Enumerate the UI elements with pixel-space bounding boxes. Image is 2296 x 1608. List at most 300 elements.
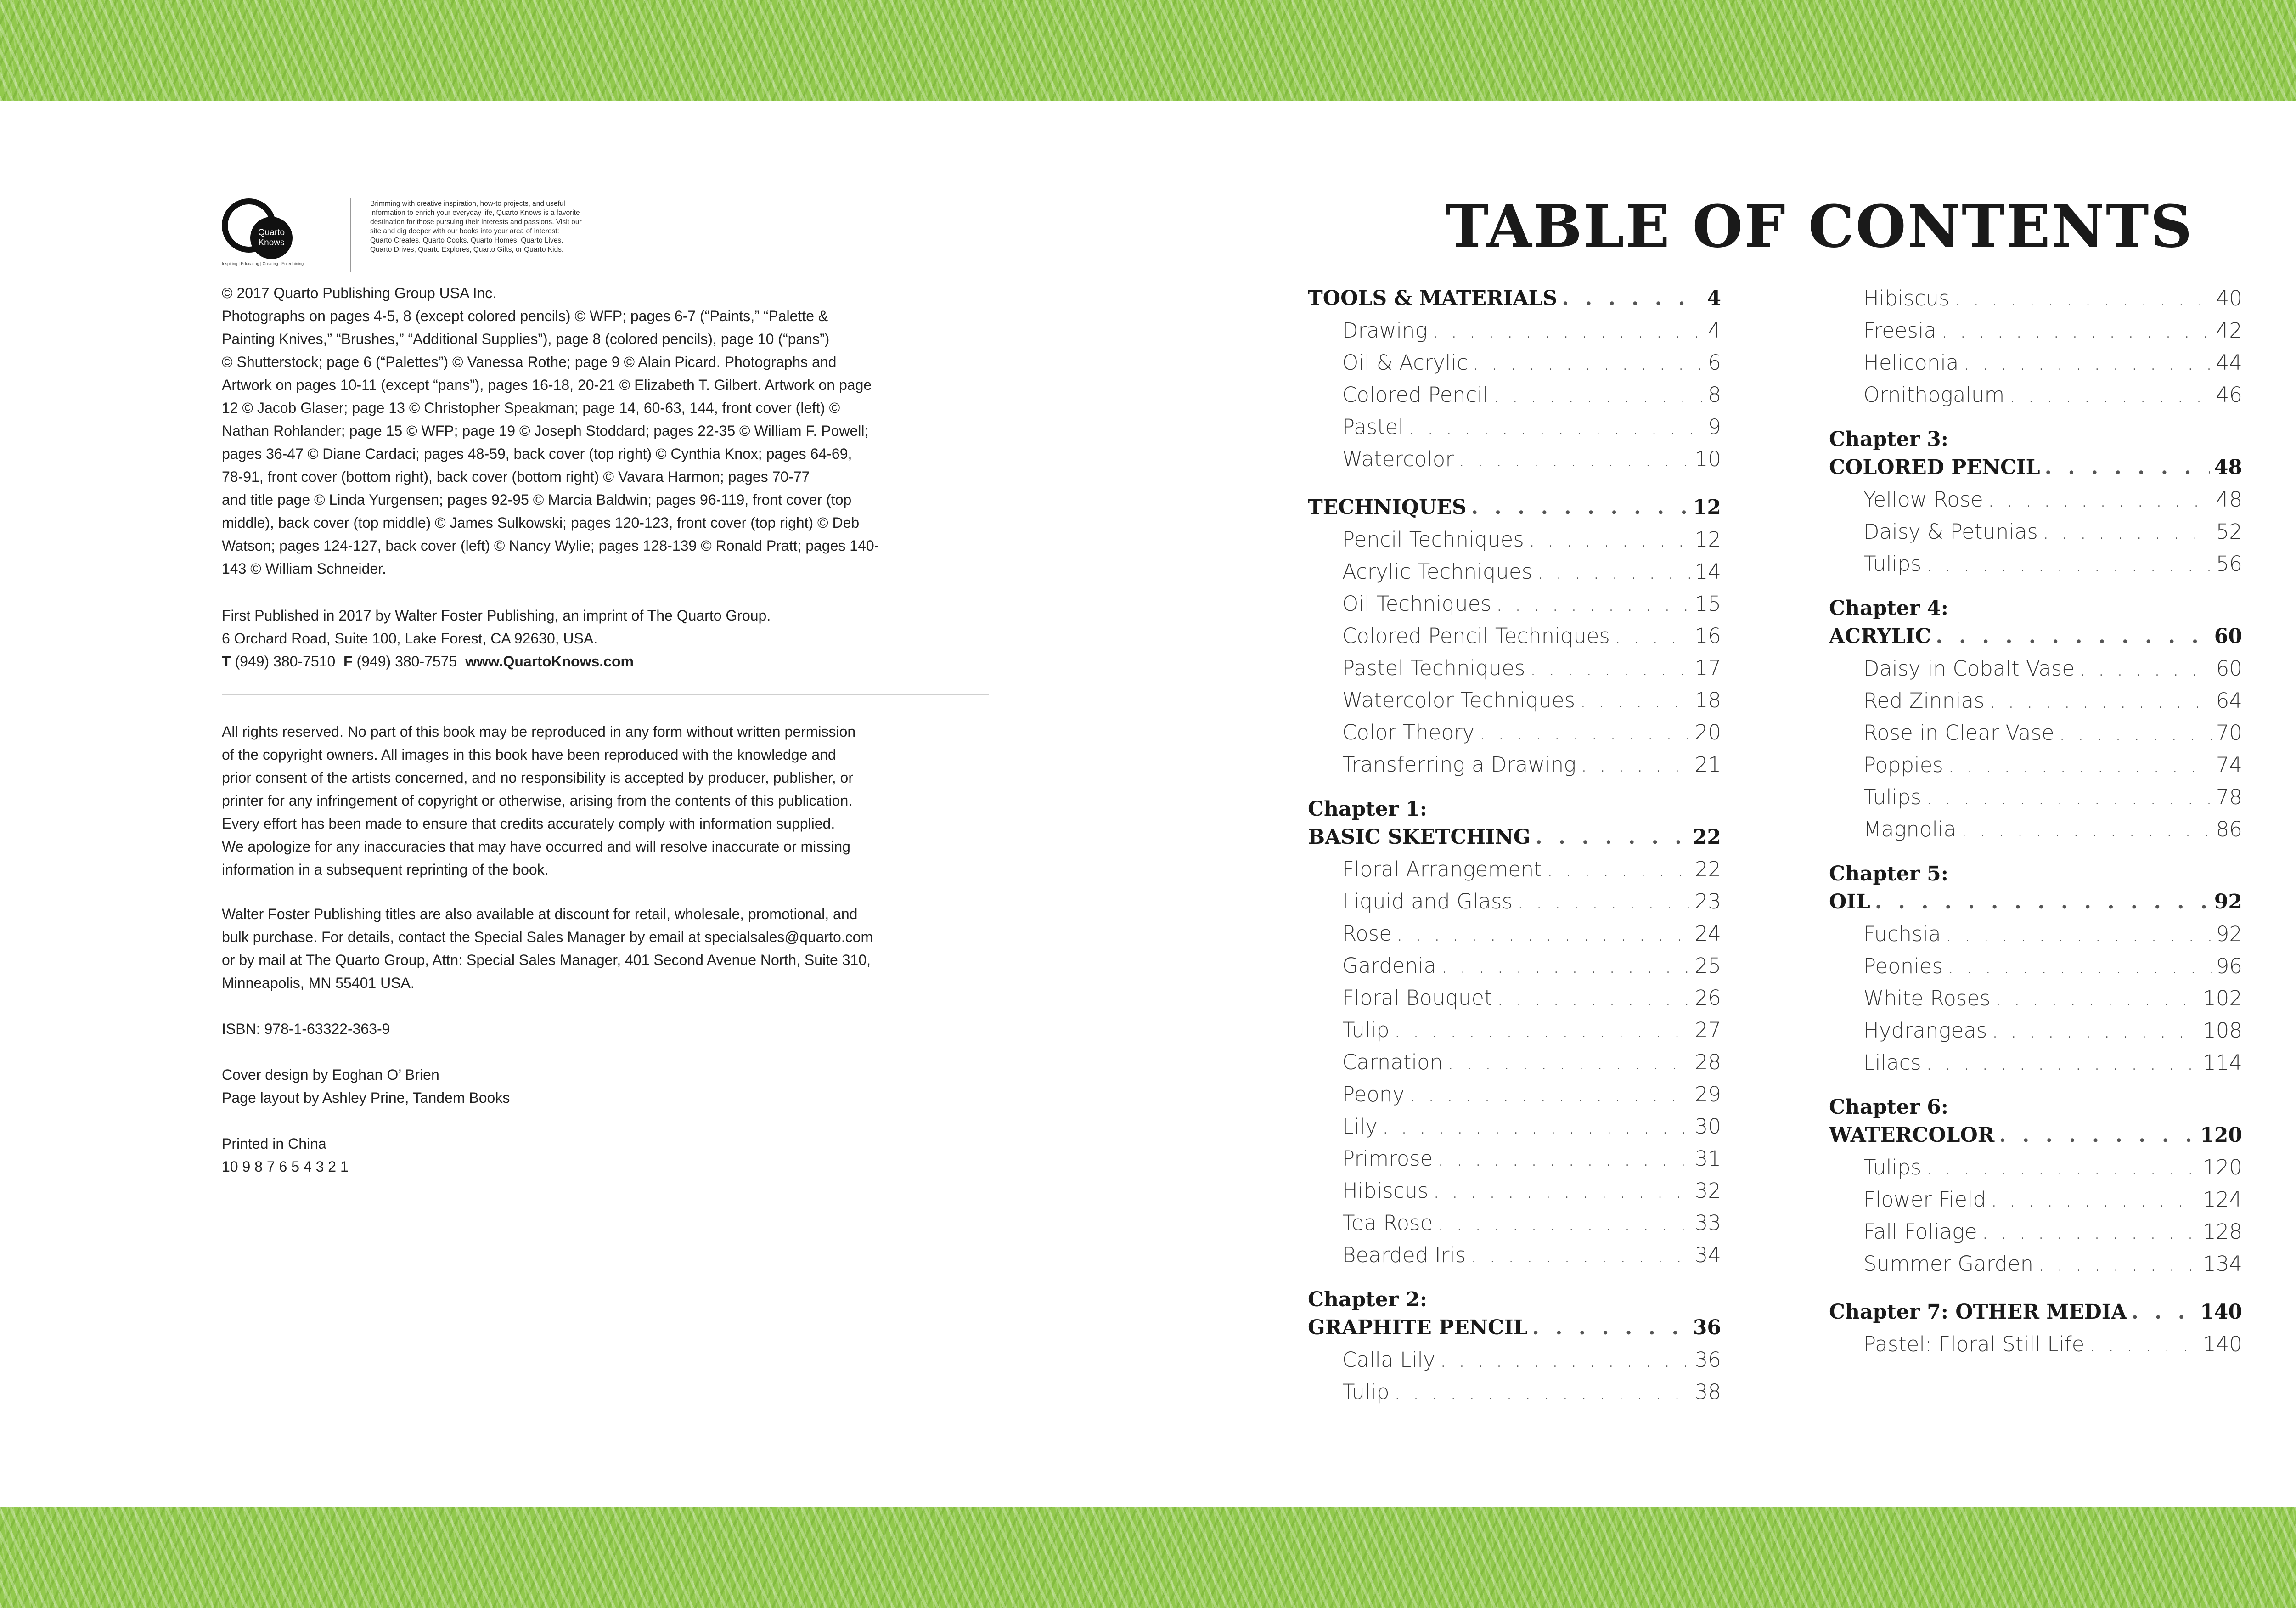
toc-entry[interactable] [1308,1376,1721,1408]
dot-leader [2009,379,2211,411]
dot-leader [1995,982,2199,1015]
dot-leader [1946,918,2212,950]
toc-entry[interactable] [1308,918,1721,950]
spacer [1829,580,2242,596]
page-number: 8 [1708,383,1721,407]
page-number: 24 [1694,921,1721,946]
toc-entry[interactable] [1829,749,2242,781]
page-number: 30 [1694,1114,1721,1139]
toc-entry[interactable] [1308,620,1721,652]
entry-title: Oil Techniques [1342,592,1491,616]
rights-line: printer for any infringement of copyright or otherwise, arising from the contents of this publication. [222,792,853,809]
section-title: TOOLS & MATERIALS [1308,287,1558,310]
dot-leader [2089,1328,2198,1360]
entry-title: Tulip [1342,1018,1390,1042]
toc-entry[interactable] [1308,588,1721,620]
dot-leader [1537,556,1690,588]
page-number: 28 [1694,1050,1721,1074]
spacer [1829,1079,2242,1095]
toc-entry[interactable] [1829,1216,2242,1248]
entry-title: Watercolor [1342,447,1454,471]
spacer [1829,846,2242,862]
section-title: ACRYLIC [1829,625,1931,648]
copyright-line: Photographs on pages 4-5, 8 (except colored pencils) © WFP; pages 6-7 (“Paints,” “Palette & [222,308,828,324]
page-number: 36 [1693,1316,1721,1339]
publisher-block [222,604,1002,673]
entry-title: Pastel: Floral Still Life [1863,1332,2085,1356]
page-number: 56 [2216,552,2242,576]
entry-title: Liquid and Glass [1342,889,1513,914]
entry-title: White Roses [1863,986,1991,1010]
page-number: 10 [1694,447,1721,471]
toc-entry[interactable] [1829,813,2242,846]
page-number: 92 [2214,890,2242,914]
page-number: 25 [1694,954,1721,978]
publisher-address: 6 Orchard Road, Suite 100, Lake Forest, CA 92630, USA. [222,630,598,647]
page-number: 27 [1694,1018,1721,1042]
dot-leader [1432,315,1704,347]
dot-leader [1437,1143,1690,1175]
entry-title: Floral Bouquet [1342,986,1492,1010]
phone-label: T [222,653,231,670]
dot-leader [1963,347,2211,379]
chapter-label: Chapter 5: [1829,862,1948,886]
dot-leader [1989,685,2212,717]
entry-title: Hibiscus [1863,286,1950,310]
toc-entry[interactable] [1829,918,2242,950]
entry-title: Color Theory [1342,720,1475,745]
top-green-band [0,0,2296,101]
toc-entry[interactable] [1308,853,1721,886]
toc-section[interactable] [1308,282,1721,315]
page-number: 140 [2203,1332,2242,1356]
rights-line: of the copyright owners. All images in this book have been reproduced with the knowledge and [222,746,836,763]
dot-leader [1530,652,1690,684]
page-number: 128 [2203,1219,2242,1244]
dot-leader [1562,282,1702,315]
copyright-line: Watson; pages 124-127, back cover (left) © Nancy Wylie; pages 128-139 © Ronald Pratt; pages 140- [222,537,879,554]
dot-leader [2043,516,2212,548]
entry-title: Floral Arrangement [1342,857,1542,881]
entry-title: Fall Foliage [1863,1219,1977,1244]
logo-brand-line2: Knows [258,238,285,248]
dot-leader [1926,1151,2198,1184]
entry-title: Poppies [1863,753,1943,777]
toc-section[interactable] [1308,821,1721,853]
dot-leader [2059,717,2212,749]
dot-leader [1982,1216,2198,1248]
toc-entry[interactable] [1308,443,1721,475]
entry-title: Summer Garden [1863,1252,2034,1276]
toc-entry[interactable] [1308,652,1721,684]
toc-section[interactable] [1829,621,2242,653]
rights-line: information in a subsequent reprinting of the book. [222,861,549,878]
entry-title: Rose in Clear Vase [1863,721,2054,745]
section-divider [222,694,989,695]
dot-leader [2045,451,2210,484]
entry-title: Bearded Iris [1342,1243,1466,1267]
toc-entry[interactable] [1308,315,1721,347]
dot-leader [1394,1014,1690,1046]
page-number: 46 [2216,383,2242,407]
toc-entry[interactable] [1829,950,2242,982]
copyright-line: Painting Knives,” “Brushes,” “Additional Supplies”), page 8 (colored pencils), page 10 (“pans”) [222,331,830,347]
page-number: 21 [1694,752,1721,777]
dot-leader [1470,1239,1690,1271]
entry-title: Tea Rose [1342,1211,1433,1235]
entry-title: Freesia [1863,318,1937,343]
entry-title: Primrose [1342,1146,1433,1171]
toc-entry[interactable] [1308,1143,1721,1175]
logo-brand-line1: Quarto [258,228,285,237]
dot-leader [1992,1015,2198,1047]
blurb-line: Quarto Drives, Quarto Explores, Quarto Gifts, or Quarto Kids. [370,246,564,254]
dot-leader [1447,1046,1690,1078]
toc-entry[interactable] [1308,1344,1721,1376]
entry-title: Hydrangeas [1863,1018,1987,1043]
spacer [1308,475,1721,491]
website-link[interactable]: www.QuartoKnows.com [465,653,634,670]
dot-leader [1517,886,1690,918]
rights-line: Every effort has been made to ensure that credits accurately comply with information supplied. [222,815,835,832]
dot-leader [1394,1376,1690,1408]
toc-entry[interactable] [1308,684,1721,717]
page-number: 32 [1694,1179,1721,1203]
dot-leader [1409,1078,1690,1111]
page-number: 29 [1694,1082,1721,1106]
dot-leader [1458,443,1690,475]
entry-title: Tulips [1863,785,1922,809]
dot-leader [1875,886,2210,918]
page-number: 114 [2203,1050,2242,1075]
entry-title: Tulip [1342,1380,1390,1404]
chapter-label: Chapter 1: [1308,797,1427,821]
dot-leader [1496,588,1690,620]
section-title: COLORED PENCIL [1829,456,2040,479]
page-number: 78 [2216,785,2242,809]
rights-line: prior consent of the artists concerned, and no responsibility is accepted by producer, publisher, or [222,769,853,786]
page-number: 33 [1694,1211,1721,1235]
rights-line: All rights reserved. No part of this book may be reproduced in any form without written permission [222,723,856,740]
copyright-line: © Shutterstock; page 6 (“Palettes”) © Vanessa Rothe; page 9 © Alain Picard. Photographs and [222,354,837,370]
copyright-line: Nathan Rohlander; page 15 © WFP; page 19 © Joseph Stoddard; pages 22-35 © William F. Powell; [222,423,869,439]
dot-leader [1473,347,1704,379]
page-number: 15 [1694,592,1721,616]
entry-title: Tulips [1863,1155,1922,1179]
page-number: 48 [2214,456,2242,479]
blurb-line: information to enrich your everyday life, Quarto Knows is a favorite [370,209,580,217]
quarto-blurb [370,199,627,254]
toc-section[interactable] [1829,1296,2242,1328]
entry-title: Oil & Acrylic [1342,350,1468,375]
dot-leader [1535,821,1688,853]
rights-block [222,720,1002,881]
entry-title: Colored Pencil Techniques [1342,624,1610,648]
toc-entry[interactable] [1829,548,2242,580]
blurb-line: Quarto Creates, Quarto Cooks, Quarto Homes, Quarto Lives, [370,237,563,244]
page-number: 26 [1694,986,1721,1010]
bottom-green-band [0,1507,2296,1608]
toc-entry[interactable] [1829,484,2242,516]
toc-entry[interactable] [1308,379,1721,411]
toc-entry[interactable] [1308,886,1721,918]
publisher-line: First Published in 2017 by Walter Foster Publishing, an imprint of The Quarto Group. [222,607,771,624]
entry-title: Drawing [1342,318,1428,343]
copyright-line: Artwork on pages 10-11 (except “pans”), pages 16-18, 20-21 © Elizabeth T. Gilbert. Artwork on page [222,377,872,393]
toc-entry[interactable] [1308,982,1721,1014]
sales-line: or by mail at The Quarto Group, Attn: Special Sales Manager, 401 Second Avenue North, Suite 310, [222,952,871,968]
dot-leader [1926,548,2212,580]
toc-entry[interactable] [1308,556,1721,588]
section-title: GRAPHITE PENCIL [1308,1316,1528,1339]
page-number: 4 [1707,287,1721,310]
printing-block [222,1132,1002,1178]
dot-leader [1988,484,2212,516]
toc-entry[interactable] [1829,653,2242,685]
dot-leader [2079,653,2212,685]
chapter-label: Chapter 4: [1829,597,1948,620]
entry-title: Tulips [1863,552,1922,576]
layout-credit: Page layout by Ashley Prine, Tandem Books [222,1089,510,1106]
toc-column-1 [1308,282,1721,1408]
dot-leader [1471,491,1688,524]
dot-leader [1532,1312,1688,1344]
spacer [1829,411,2242,427]
toc-section[interactable] [1308,1312,1721,1344]
isbn [222,1017,1002,1040]
dot-leader [1947,950,2212,982]
entry-title: Lily [1342,1114,1378,1139]
toc-entry[interactable] [1308,1239,1721,1271]
page-number: 17 [1694,656,1721,680]
copyright-line: © 2017 Quarto Publishing Group USA Inc. [222,285,497,301]
section-title: BASIC SKETCHING [1308,825,1531,849]
entry-title: Fuchsia [1863,922,1941,946]
page-number: 6 [1708,350,1721,375]
toc-entry[interactable] [1829,1328,2242,1360]
entry-title: Transferring a Drawing [1342,752,1576,777]
page-number: 44 [2216,350,2242,375]
spacer [1308,1271,1721,1287]
page-number: 12 [1694,527,1721,552]
entry-title: Pastel [1342,415,1404,439]
entry-title: Acrylic Techniques [1342,559,1532,584]
fax-value: (949) 380-7575 [356,653,457,670]
page-number: 64 [2216,688,2242,713]
dot-leader [1961,813,2212,846]
entry-title: Peonies [1863,954,1943,978]
copyright-line: 78-91, front cover (bottom right), back cover (bottom right) © Vavara Harmon; pages 70-77 [222,468,810,485]
page-number: 34 [1694,1243,1721,1267]
copyright-block [222,282,1002,580]
toc-entry[interactable] [1829,379,2242,411]
entry-title: Pastel Techniques [1342,656,1525,680]
toc-entry[interactable] [1829,1184,2242,1216]
page-number: 20 [1694,720,1721,745]
sales-line: bulk purchase. For details, contact the Special Sales Manager by email at specialsales@quarto.com [222,929,873,945]
dot-leader [1437,1207,1690,1239]
page-number: 16 [1694,624,1721,648]
entry-title: Red Zinnias [1863,688,1985,713]
sales-line: Walter Foster Publishing titles are also available at discount for retail, wholesale, promotional, and [222,906,858,922]
dot-leader [1948,749,2212,781]
copyright-line: pages 36-47 © Diane Cardaci; pages 48-59, back cover (top right) © Cynthia Knox; pages 64-69, [222,446,852,462]
toc-entry[interactable] [1829,781,2242,813]
toc-entry[interactable] [1829,1248,2242,1280]
spacer [1308,781,1721,797]
entry-title: Rose [1342,921,1392,946]
entry-title: Magnolia [1863,817,1957,841]
dot-leader [1497,982,1690,1014]
dot-leader [1999,1119,2195,1151]
toc-column-2 [1829,282,2242,1360]
logo-divider [350,198,351,272]
entry-title: Daisy in Cobalt Vase [1863,656,2075,681]
page-number: 48 [2216,487,2242,512]
blurb-line: site and dig deeper with our books into your area of interest: [370,227,559,235]
toc-entry[interactable] [1829,347,2242,379]
entry-title: Peony [1342,1082,1405,1106]
page-number: 120 [2200,1123,2242,1147]
page-number: 86 [2216,817,2242,841]
toc-entry[interactable] [1308,1046,1721,1078]
dot-leader [1926,1047,2198,1079]
section-title: OIL [1829,890,1870,914]
logo-badge [250,217,293,259]
toc-entry[interactable] [1829,516,2242,548]
page-number: 4 [1708,318,1721,343]
page-number: 22 [1693,825,1721,849]
entry-title: Ornithogalum [1863,383,2005,407]
dot-leader [1926,781,2212,813]
blurb-line: destination for those pursuing their interests and passions. Visit our [370,218,582,226]
page-number: 42 [2216,318,2242,343]
entry-title: Daisy & Petunias [1863,519,2038,544]
toc-entry[interactable] [1308,1014,1721,1046]
toc-entry[interactable] [1829,717,2242,749]
entry-title: Yellow Rose [1863,487,1983,512]
page-number: 14 [1694,559,1721,584]
page-number: 134 [2203,1252,2242,1276]
page-number: 60 [2216,656,2242,681]
dot-leader [1547,853,1690,886]
section-title: Chapter 7: OTHER MEDIA [1829,1300,2127,1324]
entry-title: Flower Field [1863,1187,1986,1212]
dot-leader [1493,379,1704,411]
dot-leader [1441,950,1690,982]
toc-section[interactable] [1308,491,1721,524]
section-title: TECHNIQUES [1308,496,1467,519]
dot-leader [1941,315,2212,347]
dot-leader [1479,717,1690,749]
toc-entry[interactable] [1829,685,2242,717]
toc-entry[interactable] [1308,950,1721,982]
printed-in: Printed in China [222,1135,326,1152]
toc-entry[interactable] [1829,1015,2242,1047]
toc-entry[interactable] [1308,749,1721,781]
copyright-line: middle), back cover (top middle) © James Sulkowski; pages 120-123, front cover (top right) © Deb [222,514,860,531]
toc-entry[interactable] [1308,1078,1721,1111]
page-number: 23 [1694,889,1721,914]
dot-leader [1991,1184,2198,1216]
fax-label: F [343,653,353,670]
sales-block [222,903,1002,994]
dot-leader [2038,1248,2198,1280]
toc-entry[interactable] [1829,282,2242,315]
toc-section[interactable] [1829,1119,2242,1151]
page-number: 38 [1694,1380,1721,1404]
toc-entry[interactable] [1829,1047,2242,1079]
chapter-label: Chapter 2: [1308,1288,1427,1311]
copyright-line: 143 © William Schneider. [222,560,386,577]
entry-title: Colored Pencil [1342,383,1489,407]
cover-credit: Cover design by Eoghan O’ Brien [222,1066,439,1083]
dot-leader [1408,411,1703,443]
isbn-text: ISBN: 978-1-63322-363-9 [222,1021,390,1037]
page-number: 9 [1708,415,1721,439]
toc-entry[interactable] [1308,1111,1721,1143]
page-number: 36 [1694,1348,1721,1372]
credits-block [222,1063,1002,1109]
page-number: 31 [1694,1146,1721,1171]
entry-title: Watercolor Techniques [1342,688,1576,712]
chapter-label: Chapter 3: [1829,428,1948,451]
toc-entry[interactable] [1308,717,1721,749]
entry-title: Hibiscus [1342,1179,1429,1203]
entry-title: Gardenia [1342,954,1437,978]
phone-value: (949) 380-7510 [235,653,336,670]
page-number: 22 [1694,857,1721,881]
entry-title: Heliconia [1863,350,1959,375]
page-number: 74 [2216,753,2242,777]
dot-leader [1382,1111,1690,1143]
toc-section[interactable] [1829,451,2242,484]
toc-entry[interactable] [1308,411,1721,443]
quarto-knows-logo [222,198,286,263]
dot-leader [1581,749,1690,781]
print-line: 10 9 8 7 6 5 4 3 2 1 [222,1158,349,1175]
toc-entry[interactable] [1308,347,1721,379]
dot-leader [1433,1175,1690,1207]
entry-title: Pencil Techniques [1342,527,1524,552]
toc-section[interactable] [1829,886,2242,918]
toc-entry[interactable] [1308,524,1721,556]
dot-leader [1580,684,1690,717]
toc-title: TABLE OF CONTENTS [1446,192,2194,260]
toc-entry[interactable] [1829,315,2242,347]
logo-tagline: Inspiring | Educating | Creating | Entertaining [222,261,304,266]
dot-leader [2131,1296,2195,1328]
entry-title: Carnation [1342,1050,1443,1074]
toc-entry[interactable] [1308,1207,1721,1239]
dot-leader [1615,620,1690,652]
dot-leader [1936,621,2209,653]
toc-entry[interactable] [1829,1151,2242,1184]
toc-entry[interactable] [1308,1175,1721,1207]
dot-leader [1440,1344,1690,1376]
toc-entry[interactable] [1829,982,2242,1015]
page-number: 140 [2200,1300,2242,1324]
page-number: 102 [2203,986,2242,1010]
page-number: 120 [2203,1155,2242,1179]
page-number: 18 [1694,688,1721,712]
page-number: 92 [2216,922,2242,946]
dot-leader [1954,282,2212,315]
spacer [1829,1280,2242,1296]
page-number: 40 [2216,286,2242,310]
page-number: 12 [1693,496,1721,519]
page-number: 52 [2216,519,2242,544]
